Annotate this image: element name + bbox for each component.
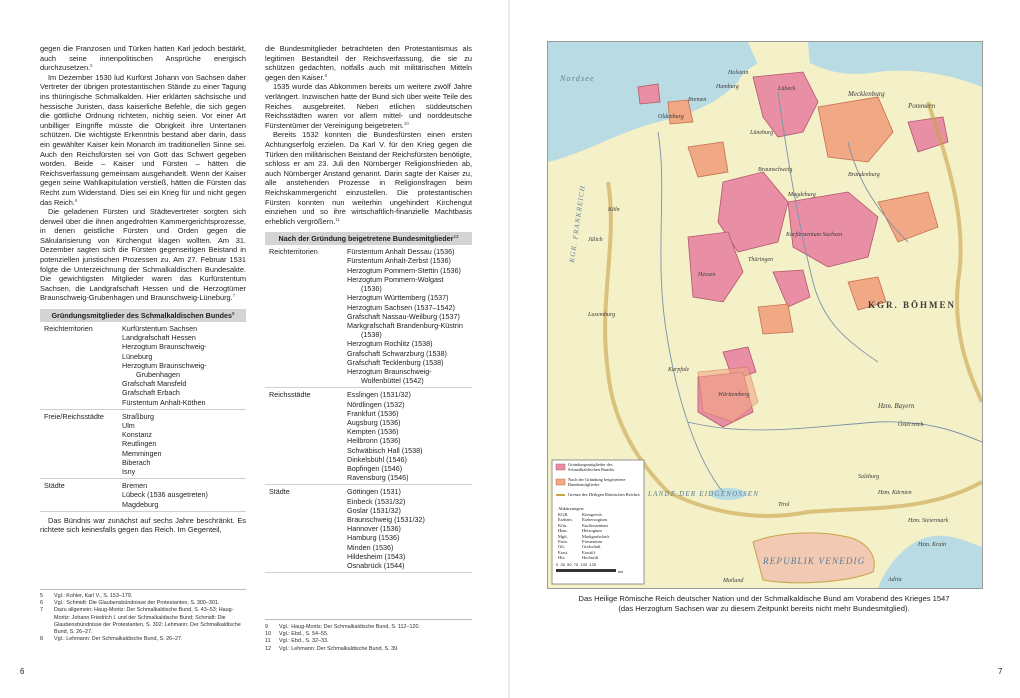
- member-entry: Grafschaft Erbach: [122, 388, 180, 398]
- footnote-marker: 9: [324, 72, 328, 78]
- member-entry: Herzogtum Württemberg (1537): [347, 293, 449, 303]
- body-paragraph: [265, 44, 472, 82]
- footnote-text: Vgl.: Haug-Moritz: Der Schmalkaldische Bund, S. 112–120.: [279, 624, 421, 630]
- footnote-number: 11: [265, 638, 271, 645]
- table-row: [265, 388, 472, 485]
- footnote: [265, 646, 472, 653]
- right-page: [510, 0, 1020, 698]
- member-entry: Hannover (1536): [347, 524, 401, 534]
- map-region-label: Lüneburg: [750, 130, 774, 136]
- footnote-number: 8: [40, 636, 43, 643]
- map-region-label: Württemberg: [718, 392, 750, 398]
- map-region-label: Magdeburg: [788, 192, 816, 198]
- map-region-label: Oldenburg: [658, 114, 684, 120]
- map-region-label: Lübeck: [778, 86, 796, 92]
- legend-abbreviation-row: [558, 555, 640, 560]
- member-entry: Konstanz: [122, 430, 152, 440]
- member-entry: Bopfingen (1546): [347, 463, 403, 473]
- map-region-label: Brandenburg: [848, 172, 880, 178]
- member-entry: Hamburg (1536): [347, 533, 400, 543]
- abbreviation-meaning: Königreich: [582, 512, 602, 517]
- footnote-marker: 5: [90, 63, 93, 69]
- footnotes-column-2: [265, 624, 472, 653]
- abbreviation-key: Hst.: [558, 555, 566, 561]
- footnote-marker: 8: [232, 311, 235, 317]
- table-items-cell: [122, 479, 246, 512]
- footnote-number: 5: [40, 593, 43, 599]
- map-region-label: KGR. BÖHMEN: [868, 300, 957, 310]
- member-entry: Göttingen (1531): [347, 487, 401, 497]
- abbreviation-key: KGR.: [558, 512, 569, 517]
- body-paragraph: [40, 73, 246, 207]
- abbreviation-meaning: Kurfürstentum: [582, 522, 608, 528]
- legend-founding-label: Gründungsmitglieder des Schmalkaldischen Bundes: [568, 462, 615, 473]
- footnote: [265, 638, 472, 645]
- left-page: [0, 0, 508, 698]
- abbreviation-key: Erzst.: [558, 549, 569, 555]
- footnote: [40, 600, 246, 607]
- map-region-label: Nordsee: [560, 74, 595, 83]
- map-caption-line-2: (das Herzogtum Sachsen war zu diesem Zeitpunkt bereits nicht mehr Bundesmitglied).: [618, 603, 910, 613]
- map-region-label: Hzm. Steiermark: [908, 518, 949, 524]
- member-entry: (1538): [361, 330, 382, 340]
- member-entry: Landgrafschaft Hessen: [122, 333, 196, 343]
- map-region-label: Braunschweig: [758, 167, 793, 173]
- member-entry: Straßburg: [122, 411, 154, 421]
- legend-joined-label: Nach der Gründung beigetretene Bundesmitglieder: [568, 477, 626, 488]
- member-entry: Markgrafschaft Brandenburg-Küstrin: [347, 320, 463, 330]
- map-region-label: Jülich: [588, 237, 603, 243]
- abbreviation-key: Erzhzm.: [558, 517, 573, 523]
- member-entry: Minden (1536): [347, 542, 394, 552]
- table-items-cell: [347, 245, 472, 388]
- member-entry: Ulm: [122, 421, 135, 431]
- member-entry: Herzogtum Sachsen (1537–1542): [347, 302, 455, 312]
- map-region-label: Bremen: [688, 97, 707, 103]
- footnote-number: 12: [265, 645, 271, 652]
- member-entry: Grafschaft Tecklenburg (1538): [347, 357, 444, 367]
- text-column-1: [40, 44, 246, 535]
- abbreviation-key: Fstm.: [558, 539, 568, 545]
- member-entry: Fürstentum Anhalt Dessau (1536): [347, 247, 455, 257]
- table-category-cell: Reichsstädte: [265, 388, 347, 485]
- footnote-marker: 7: [232, 293, 236, 299]
- page-number-left: 6: [20, 667, 25, 676]
- map-caption-line-1: Das Heilige Römische Reich deutscher Nation und der Schmalkaldische Bund am Vorabend des Krieges 1547: [578, 594, 950, 603]
- member-entry: Kurfürstentum Sachsen: [122, 324, 198, 334]
- footnote-marker: 12: [453, 234, 459, 240]
- member-entry: Nördlingen (1532): [347, 399, 405, 409]
- map-region-label: Hessen: [698, 272, 716, 278]
- text-column-2: [265, 44, 472, 573]
- map-caption: [540, 594, 988, 614]
- member-entry: Esslingen (1531/32): [347, 390, 411, 400]
- member-entry: Grafschaft Nassau-Weilburg (1537): [347, 311, 460, 321]
- map-region-label: Salzburg: [858, 474, 880, 480]
- abbreviation-meaning: Erzstift: [582, 549, 595, 555]
- member-entry: Heilbronn (1536): [347, 436, 401, 446]
- member-entry: Bremen: [122, 481, 148, 491]
- members-table-title-text: Nach der Gründung beigetretene Bundesmitglieder: [278, 234, 454, 244]
- member-entry: Osnabrück (1544): [347, 560, 405, 570]
- body-paragraph: [40, 207, 246, 303]
- members-table-title: [265, 232, 472, 245]
- footnote-text: Vgl.: Kohler, Karl V., S. 153–179.: [54, 593, 133, 599]
- paragraph-text: die Bundesmitglieder betrachteten den Protestantismus als legitimen Bestandteil der Reichsverfassung, die sie zu schützen gedachten, notfalls auch mit militärischen Mitteln gegen den Kaiser.: [265, 44, 472, 82]
- map-region-label: Österreich: [898, 422, 924, 428]
- map-region-label: Hzm. Kärnten: [878, 490, 912, 496]
- table-category-cell: Reichterritorien: [40, 322, 122, 409]
- table-row: [265, 485, 472, 573]
- legend-abbreviations: [558, 512, 640, 561]
- map-region-label: Mailand: [723, 578, 744, 584]
- footnote-marker: 10: [403, 120, 409, 126]
- map-region-label: Kurpfalz: [668, 367, 690, 373]
- table-row: [40, 409, 246, 478]
- abbreviation-key: Gft.: [558, 544, 565, 550]
- member-entry: Magdeburg: [122, 499, 159, 509]
- page-number-right: 7: [998, 667, 1003, 676]
- member-entry: Schwäbisch Hall (1538): [347, 445, 423, 455]
- abbreviation-meaning: Markgrafschaft: [582, 533, 610, 539]
- body-paragraph: Das Bündnis war zunächst auf sechs Jahre beschränkt. Es richtete sich keinesfalls gegen das Reich. Im Gegenteil,: [40, 515, 246, 535]
- member-entry: Dinkelsbühl (1546): [347, 454, 407, 464]
- map-region-label: Hzm. Krain: [918, 542, 947, 548]
- footnote-rule-right: [265, 619, 472, 620]
- paragraph-text: gegen die Franzosen und Türken hatten Karl jedoch bestärkt, auch seine innenpolitischen Ansprüche energisch durchzusetzen.: [40, 44, 246, 73]
- footnote-number: 10: [265, 631, 271, 638]
- footnote-marker: 11: [335, 216, 340, 222]
- footnote: [265, 631, 472, 638]
- paragraph-text: 1535 wurde das Abkommen bereits um weitere zwölf Jahre verlängert. Inzwischen hatte der Bund sich über weite Teile des Reiches ausgebreitet. Neben etlichen süddeutschen Reichsstädten waren vor allem mittel- und norddeutsche Fürstentümer der Vereinigung beigetreten.: [265, 82, 472, 130]
- member-entry: Herzogtum Pommern-Stettin (1536): [347, 265, 461, 275]
- members-table: [265, 245, 472, 573]
- members-table: [40, 322, 246, 512]
- abbreviation-key: Mgft.: [558, 533, 568, 539]
- members-table-title-text: Gründungsmitglieder des Schmalkaldischen Bundes: [51, 311, 232, 321]
- member-entry: Hildesheim (1543): [347, 551, 406, 561]
- member-entry: Biberach: [122, 457, 151, 467]
- map-region-label: Holstein: [728, 70, 749, 76]
- member-entry: Herzogtum Braunschweig-: [122, 360, 207, 370]
- member-entry: Herzogtum Rochlitz (1538): [347, 339, 433, 349]
- member-entry: Grubenhagen: [136, 370, 180, 380]
- member-entry: Goslar (1531/32): [347, 505, 401, 515]
- footnote-text: Vgl.: Schmidt: Die Glaubensbündnisse der Protestanten, S. 300–301.: [54, 600, 220, 607]
- footnote-text: Vgl.: Ebd., S. 54–55.: [279, 631, 329, 638]
- member-entry: Reutlingen: [122, 439, 157, 449]
- legend-abbr-title: Abkürzungen:: [558, 506, 585, 511]
- map-region-label: KGR. FRANKREICH: [568, 184, 587, 264]
- table-category-cell: Städte: [40, 479, 122, 512]
- map-region-label: Pommern: [908, 102, 936, 110]
- member-entry: Fürstentum Anhalt-Zerbst (1536): [347, 256, 451, 266]
- table-category-cell: Städte: [265, 485, 347, 573]
- footnote: [40, 593, 246, 600]
- paragraph-text: Bereits 1532 konnten die Bundesfürsten einen ersten Achtungserfolg erzielen. Da Karl V. für den Krieg gegen die Türken den militärischen Beistand der Reichsfürsten benötigte, schloss er am 23. Juli den Nürnberger Religionsfrieden ab, auch Nürnberger Anstand genannt. Darin sagte der Kaiser zu, alle anstehenden Prozesse in Religionsfragen beim Reichskammergericht einzustellen. Die protestantischen Fürsten konnten nun weiterhin ungehindert Kirchengut einziehen und so ihre wirtschaftlich-finanzielle Machtbasis erheblich vergrößern.: [265, 130, 472, 226]
- map-region-label: LANDE DER EIDGENOSSEN: [648, 490, 760, 498]
- footnote-rule-left: [40, 589, 246, 590]
- table-category-cell: Reichterritorien: [265, 245, 347, 388]
- abbreviation-key: Hzm.: [558, 528, 568, 534]
- footnote: [40, 636, 246, 643]
- footnote: [265, 624, 472, 631]
- table-items-cell: [347, 485, 472, 573]
- member-entry: Ravensburg (1546): [347, 473, 409, 483]
- map-region-label: Kurfürstentum Sachsen: [786, 232, 843, 238]
- member-entry: Herzogtum Braunschweig-: [347, 366, 432, 376]
- map-region-label: Luxemburg: [588, 312, 616, 318]
- member-entry: Isny: [122, 467, 136, 477]
- abbreviation-meaning: Hochstift: [582, 555, 599, 561]
- table-row: [40, 322, 246, 409]
- member-entry: Memmingen: [122, 448, 162, 458]
- historical-map: [547, 41, 983, 589]
- member-entry: Grafschaft Schwarzburg (1538): [347, 348, 447, 358]
- table-category-cell: Freie/Reichsstädte: [40, 409, 122, 478]
- body-paragraph: [265, 82, 472, 130]
- map-region-label: Köln: [608, 207, 620, 213]
- member-entry: Frankfurt (1536): [347, 408, 399, 418]
- footnote: [40, 607, 246, 636]
- paragraph-text: Im Dezember 1530 lud Kurfürst Johann von Sachsen daher Vertreter der übrigen protestantischen Stände zu einer Tagung ins thüringische Schmalkalden. Hier erklärten sächsische und hessische Juristen, dass kaiserliche Befehle, die sich gegen die göttliche Ordnung richteten, nichtig seien. Vor einer Art unbilliger Eingriffe müsste die Obrigkeit ihre Untertanen schützen. Die wichtigste Erkenntnis bestand aber darin, dass ein gewählter Kaiser kein Monarch im traditionellen Sinne sei. Auch den Reichsfürsten sei von Gott das Schwert gegeben worden. Beide – Kaiser und Fürsten – hätten die Reichsverfassung gemeinsam ausgehandelt. Wenn der Kaiser gegen seine Wahlkapitulation verstieß, hätten die Fürsten das Recht zum Widerstand. Dies sei ein Krieg für und nicht gegen das Reich.: [40, 72, 246, 207]
- map-region-label: Hzm. Bayern: [878, 402, 915, 410]
- member-entry: Augsburg (1536): [347, 417, 401, 427]
- abbreviation-meaning: Grafschaft: [582, 544, 601, 550]
- member-entry: Herzogtum Braunschweig-: [122, 342, 207, 352]
- member-entry: (1536): [361, 284, 382, 294]
- footnote-number: 9: [265, 624, 268, 630]
- member-entry: Herzogtum Pommern-Wolgast: [347, 274, 444, 284]
- footnote-number: 6: [40, 600, 43, 607]
- map-region-label: Thüringen: [748, 257, 774, 263]
- footnote-text: Vgl.: Lehmann: Der Schmalkaldische Bund, S. 39.: [279, 645, 399, 652]
- footnotes-column-1: [40, 593, 246, 643]
- abbreviation-meaning: Fürstentum: [582, 539, 603, 545]
- legend-scale-unit: km: [618, 569, 624, 574]
- table-items-cell: [122, 409, 246, 478]
- members-table-title: [40, 309, 246, 322]
- map-region-label: Adria: [888, 577, 902, 583]
- table-items-cell: [347, 388, 472, 485]
- footnote-text: Dazu allgemein: Haug-Moritz: Der Schmalkaldische Bund, S. 43–53; Haug-Moritz: Johann Friedrich I. und der Schmalkaldische Bund; Schmidt: Die Glaubensbündnisse der Protestanten, S. 302; Lehmann: Der Schmalkaldische Bund, S. 26–27.: [54, 607, 241, 636]
- abbreviation-key: Kfm.: [558, 522, 568, 528]
- map-region-label: Tirol: [778, 502, 790, 508]
- map-region-label: Mecklenburg: [848, 90, 885, 98]
- footnote-text: Vgl.: Lehmann: Der Schmalkaldische Bund, S. 26–27.: [54, 636, 183, 643]
- member-entry: Wolfenbüttel (1542): [361, 376, 424, 386]
- table-row: [265, 245, 472, 388]
- map-region-label: Hamburg: [716, 84, 739, 90]
- member-entry: Braunschweig (1531/32): [347, 514, 425, 524]
- footnote-number: 7: [40, 607, 43, 614]
- footnote-marker: 6: [74, 197, 78, 203]
- abbreviation-meaning: Erzherzogtum: [582, 517, 607, 523]
- member-entry: Grafschaft Mansfeld: [122, 379, 187, 389]
- abbreviation-meaning: Herzogtum: [582, 528, 602, 534]
- member-entry: Lübeck (1536 ausgetreten): [122, 490, 208, 500]
- member-entry: Kempten (1536): [347, 427, 399, 437]
- paragraph-text: Die geladenen Fürsten und Städtevertreter sorgten sich derweil über die ihnen angedrohten Kammergerichtsprozesse, in denen geistliche Fürsten und Orden gegen die Säkularisierung von Kirchengut klagen wollten. Am 31. Dezember sagten sich die Fürsten gegenseitigen Beistand in potenziellen juristischen Prozessen zu. Am 27. Februar 1531 folgte die Unterzeichnung der Schmalkaldischen Bundesakte. Die gewichtigsten Mitglieder waren das Kurfürstentum Sachsen, die Landgrafschaft Hessen und die Herzogtümer Braunschweig-Grubenhagen und Braunschweig-Lüneburg.: [40, 207, 246, 303]
- member-entry: Lüneburg: [122, 351, 153, 361]
- table-row: [40, 479, 246, 512]
- body-paragraph: [265, 130, 472, 226]
- legend-border-label: Grenze des Heiligen Römischen Reiches: [568, 492, 640, 497]
- map-region-label: REPUBLIK VENEDIG: [763, 556, 866, 566]
- body-paragraph: [40, 44, 246, 73]
- footnote-text: Vgl.: Ebd., S. 32–33.: [279, 638, 329, 645]
- legend-scale: 0 25 50 75 100 125: [556, 562, 597, 567]
- table-items-cell: [122, 322, 246, 409]
- member-entry: Fürstentum Anhalt-Köthen: [122, 397, 206, 407]
- member-entry: Einbeck (1531/32): [347, 496, 406, 506]
